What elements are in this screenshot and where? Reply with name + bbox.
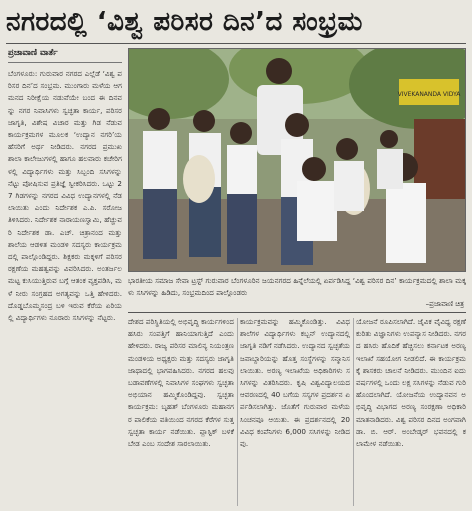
article-column-left: ಬೆಂಗಳೂರು: ಗುರುವಾರ ನಗರದ ಎಲ್ಲೆಡೆ ‘ವಿಶ್ವ ಪರಿಸರ ದಿನ’ದ ಸಂಭ್ರಮ. ಮುಂಗಾರು ಮಳೆಯ ಆಗಮನದ ನಿರೀಕ್ಷೆಯ ನಡುವೆಯೇ ಬಂದ ಈ ದಿನವನ್ನು ನಗರ ನಿವಾಸಿಗಳು ಸ್ವಚ್ಛತಾ ಕಾರ್ಯ, ಪರಿಸರ ಜಾಗೃತಿ, ವಿಶೇಷ ವಿಚಾರ ಮತ್ತು ಗಿಡ ನೆಡುವ ಕಾರ್ಯಕ್ರಮಗಳ ಮೂಲಕ ‘ಉದ್ಯಾನ ನಗರಿ’ಯ ಹೆಸರಿಗೆ ಅರ್ಥ ನೀಡಿದರು. ನಗರದ ಪ್ರಮುಖ ಶಾಲಾ ಕಾಲೇಜುಗಳಲ್ಲಿ ಹಾಗೂ ಹಲವಾರು ಕಚೇರಿಗಳಲ್ಲಿ ವಿದ್ಯಾರ್ಥಿಗಳು ಮತ್ತು ಸಿಬ್ಬಂದಿ ಸಸಿಗಳನ್ನು ನೆಟ್ಟು ಪೋಷಿಸುವ ಪ್ರತಿಜ್ಞೆ ಸ್ವೀಕರಿಸಿದರು. ಒಟ್ಟು 27 ಗಿಡಗಳನ್ನು ನಗರದ ವಿವಿಧ ಉದ್ಯಾನಗಳಲ್ಲಿ ನೆಡಲಾಯಿತು ಎಂದು ನಿರ್ದೇಶಕ ಎ.ಪಿ. ಸರೋಜ ತಿಳಿಸಿದರು. ನಿರ್ದೇಶಕ ನಾರಾಯಣಸ್ವಾಮಿ, ಹೆಚ್ಚುವರಿ ನಿರ್ದೇಶಕ ಡಾ. ಎಚ್. ಚಿತ್ರಾನಂದ ಮತ್ತು ಶಾಲೆಯ ಆಡಳಿತ ಮಂಡಳಿ ಸದಸ್ಯರು ಕಾರ್ಯಕ್ರಮದಲ್ಲಿ ಪಾಲ್ಗೊಂಡಿದ್ದರು. ಶಿಕ್ಷಕರು ಮಕ್ಕಳಿಗೆ ಪರಿಸರ ರಕ್ಷಣೆಯ ಮಹತ್ವವನ್ನು ವಿವರಿಸಿದರು. ಅಂತರ್ಜಲ ಮಟ್ಟ ಕುಸಿಯುತ್ತಿರುವ ಬಗ್ಗೆ ಆತಂಕ ವ್ಯಕ್ತಪಡಿಸಿ, ಮಳೆ ನೀರು ಸಂಗ್ರಹದ ಅಗತ್ಯವನ್ನು ಒತ್ತಿ ಹೇಳಿದರು. ದೊಡ್ಡಬೊಮ್ಮಸಂದ್ರ ಬಳಿ ಇರುವ ಕೆರೆಯ ಏರಿಯಲ್ಲಿ ವಿದ್ಯಾರ್ಥಿಗಳು ನೂರಾರು ಸಸಿಗಳನ್ನು ನೆಟ್ಟರು. xyxy=(8,69,122,323)
article-photo xyxy=(128,48,466,272)
column-separator xyxy=(237,318,238,506)
article-column-b: ಕಾರ್ಯಕ್ರಮವನ್ನು ಹಮ್ಮಿಕೊಂಡಿತ್ತು. ವಿವಿಧ ಶಾಲೆಗಳ ವಿದ್ಯಾರ್ಥಿಗಳು ಕಬ್ಬನ್ ಉದ್ಯಾನದಲ್ಲಿ ಜಾಗೃತಿ ನಡಿಗೆ ನಡೆಸಿದರು. ಉದ್ಯಾನದ ಸ್ವಚ್ಛತೆಯ ಜವಾಬ್ದಾರಿಯನ್ನು ಹೊತ್ತ ಸಂಸ್ಥೆಗಳನ್ನು ಸನ್ಮಾನಿಸಲಾಯಿತು. ಅರಣ್ಯ ಇಲಾಖೆಯ ಅಧಿಕಾರಿಗಳು ಸಸಿಗಳನ್ನು ವಿತರಿಸಿದರು. ಕೃಷಿ ವಿಶ್ವವಿದ್ಯಾಲಯದ ಆವರಣದಲ್ಲಿ 40 ಬಗೆಯ ಸಸ್ಯಗಳ ಪ್ರದರ್ಶನ ಏರ್ಪಡಿಸಲಾಗಿತ್ತು. ಜೊತೆಗೆ ಗುರುವಾರ ಮಳೆಯ ಸಿಂಚನವೂ ಆಯಿತು. ಈ ಪ್ರದರ್ಶನದಲ್ಲಿ 20 ವಿವಿಧ ಕಂಪೆನಿಗಳು 6,000 ಸಸಿಗಳನ್ನು ನೀಡಿದವು. xyxy=(240,317,350,449)
caption-divider xyxy=(128,312,466,313)
byline-divider xyxy=(8,62,122,63)
headline-divider xyxy=(6,43,466,44)
photo-illustration xyxy=(129,49,465,271)
article-byline: ಪ್ರಜಾವಾಣಿ ವಾರ್ತೆ xyxy=(8,48,58,58)
photo-sign-text: VIVEKANANDA VIDYA xyxy=(397,91,461,98)
article-column-a: ದೇಶದ ಪರಿಸ್ಥಿತಿಯಲ್ಲಿ ಅಭಿವೃದ್ಧಿ ಕಾರ್ಯಗಳಿಂದ ಹಸಿರು ಸಂಪತ್ತಿಗೆ ಹಾನಿಯಾಗುತ್ತಿದೆ ಎಂದು ಹೇಳಿದರು. ರಾಜ್ಯ ಪರಿಸರ ಮಾಲಿನ್ಯ ನಿಯಂತ್ರಣ ಮಂಡಳಿಯ ಅಧ್ಯಕ್ಷರು ಮತ್ತು ಸದಸ್ಯರು ಜಾಗೃತಿ ಜಾಥಾದಲ್ಲಿ ಭಾಗವಹಿಸಿದರು. ನಗರದ ಹಲವು ಬಡಾವಣೆಗಳಲ್ಲಿ ನಿವಾಸಿಗಳ ಸಂಘಗಳು ಸ್ವಚ್ಛತಾ ಅಭಿಯಾನ ಹಮ್ಮಿಕೊಂಡಿದ್ದವು. ಸ್ವಚ್ಛತಾ ಕಾರ್ಯಕ್ರಮ: ಬೃಹತ್ ಬೆಂಗಳೂರು ಮಹಾನಗರ ಪಾಲಿಕೆಯ ವತಿಯಿಂದ ನಗರದ ಕೆರೆಗಳ ಸುತ್ತ ಸ್ವಚ್ಛತಾ ಕಾರ್ಯ ನಡೆಯಿತು. ಪ್ಲಾಸ್ಟಿಕ್ ಬಳಕೆ ಬೇಡ ಎಂಬ ಸಂದೇಶ ಸಾರಲಾಯಿತು. xyxy=(128,317,234,449)
article-headline: ನಗರದಲ್ಲಿ ‘ವಿಶ್ವ ಪರಿಸರ ದಿನ’ದ ಸಂಭ್ರಮ xyxy=(6,7,363,37)
article-column-c: ಯೋಜನೆ ರೂಪಿಸಲಾಗಿದೆ. ಜೈವಿಕ ವೈವಿಧ್ಯ ರಕ್ಷಣೆ ಕುರಿತು ವಿಜ್ಞಾನಿಗಳು ಉಪನ್ಯಾಸ ನೀಡಿದರು. ನಗರದ ಹಸಿರು ಹೊದಿಕೆ ಹೆಚ್ಚಿಸಲು ಕರ್ನಾಟಕ ಅರಣ್ಯ ಇಲಾಖೆ ಸಹಯೋಗ ನೀಡಲಿದೆ. ಈ ಕಾರ್ಯಕ್ರಮಕ್ಕೆ ಶಾಸಕರು ಚಾಲನೆ ನೀಡಿದರು. ಮುಂದಿನ ಐದು ವರ್ಷಗಳಲ್ಲಿ ಒಂದು ಲಕ್ಷ ಸಸಿಗಳನ್ನು ನೆಡುವ ಗುರಿ ಹೊಂದಲಾಗಿದೆ. ಯೋಜನೆಯ ಉದ್ಯಾನವನ ಅಭಿವೃದ್ಧಿ ವಿಭಾಗದ ಅರಣ್ಯ ಸಂರಕ್ಷಣಾ ಅಧಿಕಾರಿ ಮಾತನಾಡಿದರು. ವಿಶ್ವ ಪರಿಸರ ದಿನದ ಅಂಗವಾಗಿ ಡಾ. ಬಿ. ಆರ್. ಅಂಬೇಡ್ಕರ್ ಭವನದಲ್ಲಿ ಕಲಾಮೇಳ ನಡೆಯಿತು. xyxy=(356,317,466,449)
column-separator xyxy=(353,318,354,506)
photo-caption: ಭಾರತೀಯ ಸಮಾಜ ಸೇವಾ ಟ್ರಸ್ಟ್ ಗುರುವಾರ ಬೆಂಗಳೂರಿನ ಜಯನಗರದ ಹಿನ್ನೆಲೆಯಲ್ಲಿ ಏರ್ಪಡಿಸಿದ್ದ ‘ವಿಶ್ವ ಪರಿಸರ ದಿನ’ ಕಾರ್ಯಕ್ರಮದಲ್ಲಿ ಶಾಲಾ ಮಕ್ಕಳು ಸಸಿಗಳನ್ನು ಹಿಡಿದು, ಸಂಭ್ರಮದಿಂದ ಪಾಲ್ಗೊಂಡರು xyxy=(128,276,466,297)
photo-credit: –ಪ್ರಜಾವಾಣಿ ಚಿತ್ರ xyxy=(422,300,464,309)
